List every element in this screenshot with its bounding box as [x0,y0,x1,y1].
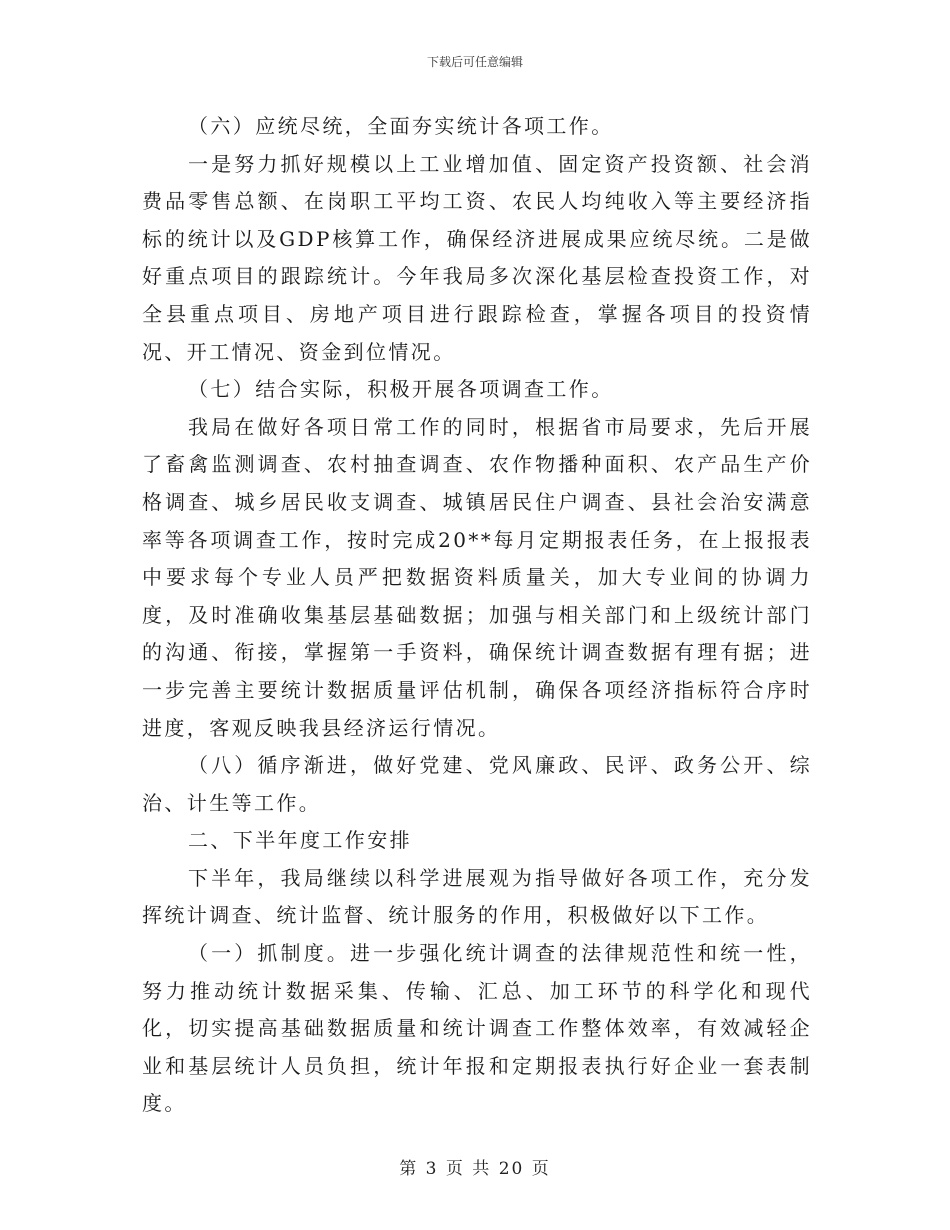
section-heading-eight: （八）循序渐进，做好党建、党风廉政、民评、政务公开、综治、计生等工作。 [142,753,812,815]
document-body [142,108,812,1123]
page-number-footer: 第 3 页 共 20 页 [399,1159,551,1179]
paragraph-part-two-intro: 下半年，我局继续以科学进展观为指导做好各项工作，充分发挥统计调查、统计监督、统计服务的作用，积极做好以下工作。 [142,865,812,928]
paragraph-six-body: 一是努力抓好规模以上工业增加值、固定资产投资额、社会消费品零售总额、在岗职工平均工资、农民人均纯收入等主要经济指标的统计以及GDP核算工作，确保经济进展成果应统尽统。二是做好重点项目的跟踪统计。今年我局多次深化基层检查投资工作，对全县重点项目、房地产项目进行跟踪检查，掌握各项目的投资情况、开工情况、资金到位情况。 [142,151,812,364]
header-note: 下载后可任意编辑 [426,55,523,69]
paragraph-seven-body: 我局在做好各项日常工作的同时，根据省市局要求，先后开展了畜禽监测调查、农村抽查调查、农作物播种面积、农产品生产价格调查、城乡居民收支调查、城镇居民住户调查、县社会治安满意率等各项调查工作，按时完成20**每月定期报表任务，在上报报表中要求每个专业人员严把数据资料质量关，加大专业间的协调力度，及时准确收集基层基础数据；加强与相关部门和上级统计部门的沟通、衔接，掌握第一手资料，确保统计调查数据有理有据；进一步完善主要统计数据质量评估机制，确保各项经济指标符合序时进度，客观反映我县经济运行情况。 [142,414,812,740]
paragraph-part-two-item-one: （一）抓制度。进一步强化统计调查的法律规范性和统一性，努力推动统计数据采集、传输、汇总、加工环节的科学化和现代化，切实提高基础数据质量和统计调查工作整体效率，有效减轻企业和基层统计人员负担，统计年报和定期报表执行好企业一套表制度。 [142,941,812,1116]
section-heading-six: （六）应统尽统，全面夯实统计各项工作。 [188,114,614,138]
section-heading-seven: （七）结合实际，积极开展各项调查工作。 [188,377,614,402]
section-heading-part-two: 二、下半年度工作安排 [188,828,412,853]
